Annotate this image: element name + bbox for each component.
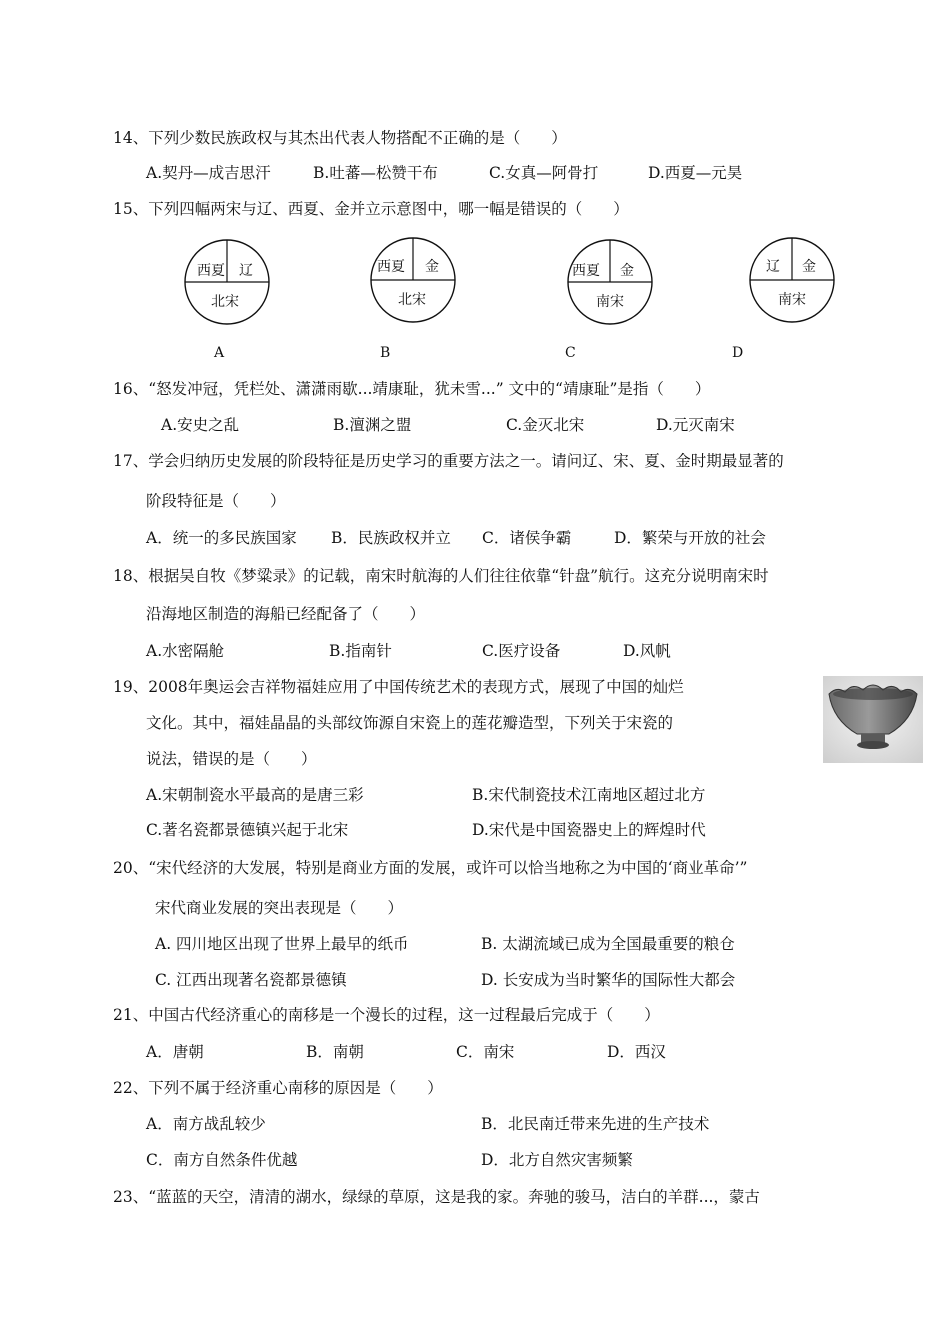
question-21-option-a: A．唐朝 — [146, 1043, 204, 1061]
diagram-d-label: D — [732, 345, 744, 361]
diagram-a-top-left: 西夏 — [197, 263, 225, 279]
question-18-option-a: A.水密隔舱 — [146, 642, 225, 660]
question-19-option-c: C.著名瓷都景德镇兴起于北宋 — [146, 821, 349, 839]
diagram-c — [568, 240, 652, 324]
question-18-option-d: D.风帆 — [623, 642, 671, 660]
question-20-option-a: A. 四川地区出现了世界上最早的纸币 — [155, 935, 409, 953]
question-20-stem-line1: 20、“宋代经济的大发展，特别是商业方面的发展，或许可以恰当地称之为中国的‘商业革命’” — [113, 859, 748, 877]
diagram-d-top-right: 金 — [802, 259, 816, 275]
question-23-stem-line1: 23、“蓝蓝的天空，清清的湖水，绿绿的草原，这是我的家。奔驰的骏马，洁白的羊群...，蒙古 — [113, 1188, 760, 1206]
diagram-b — [371, 238, 455, 322]
question-21-option-c: C．南宋 — [456, 1043, 515, 1061]
diagram-b-bottom: 北宋 — [398, 292, 426, 308]
question-14-option-d: D.西夏—元昊 — [648, 164, 743, 182]
question-15-stem: 15、下列四幅两宋与辽、西夏、金并立示意图中，哪一幅是错误的（ ） — [113, 200, 629, 218]
question-22-option-c: C．南方自然条件优越 — [146, 1151, 298, 1169]
question-21-stem: 21、中国古代经济重心的南移是一个漫长的过程，这一过程最后完成于（ ） — [113, 1006, 660, 1024]
question-14-option-a: A.契丹—成吉思汗 — [146, 164, 271, 182]
diagram-a-bottom: 北宋 — [211, 294, 239, 310]
question-22-option-d: D．北方自然灾害频繁 — [481, 1151, 633, 1169]
question-17-stem-line2: 阶段特征是（ ） — [146, 492, 286, 510]
diagram-c-label: C — [565, 345, 576, 361]
question-20-option-d: D. 长安成为当时繁华的国际性大都会 — [481, 971, 736, 989]
question-19-stem-line3: 说法，错误的是（ ） — [146, 750, 317, 768]
diagram-b-label: B — [380, 345, 391, 361]
question-19-option-b: B.宋代制瓷技术江南地区超过北方 — [472, 786, 706, 804]
diagram-c-top-left: 西夏 — [572, 263, 600, 279]
question-19-stem-line1: 19、2008年奥运会吉祥物福娃应用了中国传统艺术的表现方式，展现了中国的灿烂 — [113, 678, 684, 696]
question-17-option-b: B．民族政权并立 — [331, 529, 451, 547]
question-22-option-b: B．北民南迁带来先进的生产技术 — [481, 1115, 710, 1133]
question-17-stem-line1: 17、学会归纳历史发展的阶段特征是历史学习的重要方法之一。请问辽、宋、夏、金时期最显著的 — [113, 452, 784, 470]
song-porcelain-bowl-image — [823, 676, 923, 763]
question-21-option-d: D．西汉 — [607, 1043, 666, 1061]
question-16-option-c: C.金灭北宋 — [506, 416, 585, 434]
question-20-stem-line2: 宋代商业发展的突出表现是（ ） — [155, 899, 404, 917]
question-17-option-d: D．繁荣与开放的社会 — [614, 529, 766, 547]
question-14-option-c: C.女真—阿骨打 — [489, 164, 599, 182]
question-18-option-c: C.医疗设备 — [482, 642, 561, 660]
question-17-option-c: C．诸侯争霸 — [482, 529, 572, 547]
question-16-option-d: D.元灭南宋 — [656, 416, 735, 434]
question-19-option-d: D.宋代是中国瓷器史上的辉煌时代 — [472, 821, 706, 839]
question-22-option-a: A．南方战乱较少 — [146, 1115, 266, 1133]
diagram-c-bottom: 南宋 — [596, 294, 624, 310]
diagram-a-top-right: 辽 — [239, 263, 253, 279]
question-19-option-a: A.宋朝制瓷水平最高的是唐三彩 — [146, 786, 364, 804]
dynasty-diagrams — [0, 236, 950, 330]
diagram-b-top-left: 西夏 — [377, 259, 405, 275]
question-14-stem: 14、下列少数民族政权与其杰出代表人物搭配不正确的是（ ） — [113, 129, 567, 147]
question-19-stem-line2: 文化。其中，福娃晶晶的头部纹饰源自宋瓷上的莲花瓣造型，下列关于宋瓷的 — [146, 714, 674, 732]
question-16-option-a: A.安史之乱 — [161, 416, 240, 434]
question-16-stem: 16、“怒发冲冠，凭栏处、潇潇雨歇...靖康耻，犹未雪...” 文中的“靖康耻”是指（ ） — [113, 380, 711, 398]
diagram-c-top-right: 金 — [620, 263, 634, 279]
diagram-d-top-left: 辽 — [766, 259, 780, 275]
question-21-option-b: B．南朝 — [306, 1043, 364, 1061]
question-14-option-b: B.吐蕃—松赞干布 — [313, 164, 438, 182]
question-18-stem-line2: 沿海地区制造的海船已经配备了（ ） — [146, 605, 426, 623]
diagram-a-label: A — [214, 345, 225, 361]
question-22-stem: 22、下列不属于经济重心南移的原因是（ ） — [113, 1079, 443, 1097]
diagram-d — [750, 238, 834, 322]
question-20-option-c: C. 江西出现著名瓷都景德镇 — [155, 971, 347, 989]
diagram-b-top-right: 金 — [425, 259, 439, 275]
diagram-a — [185, 240, 269, 324]
question-20-option-b: B. 太湖流域已成为全国最重要的粮仓 — [481, 935, 735, 953]
question-16-option-b: B.澶渊之盟 — [333, 416, 412, 434]
question-18-stem-line1: 18、根据吴自牧《梦粱录》的记载，南宋时航海的人们往往依靠“针盘”航行。这充分说明南宋时 — [113, 567, 769, 585]
diagram-d-bottom: 南宋 — [778, 292, 806, 308]
question-17-option-a: A．统一的多民族国家 — [146, 529, 297, 547]
question-18-option-b: B.指南针 — [329, 642, 392, 660]
